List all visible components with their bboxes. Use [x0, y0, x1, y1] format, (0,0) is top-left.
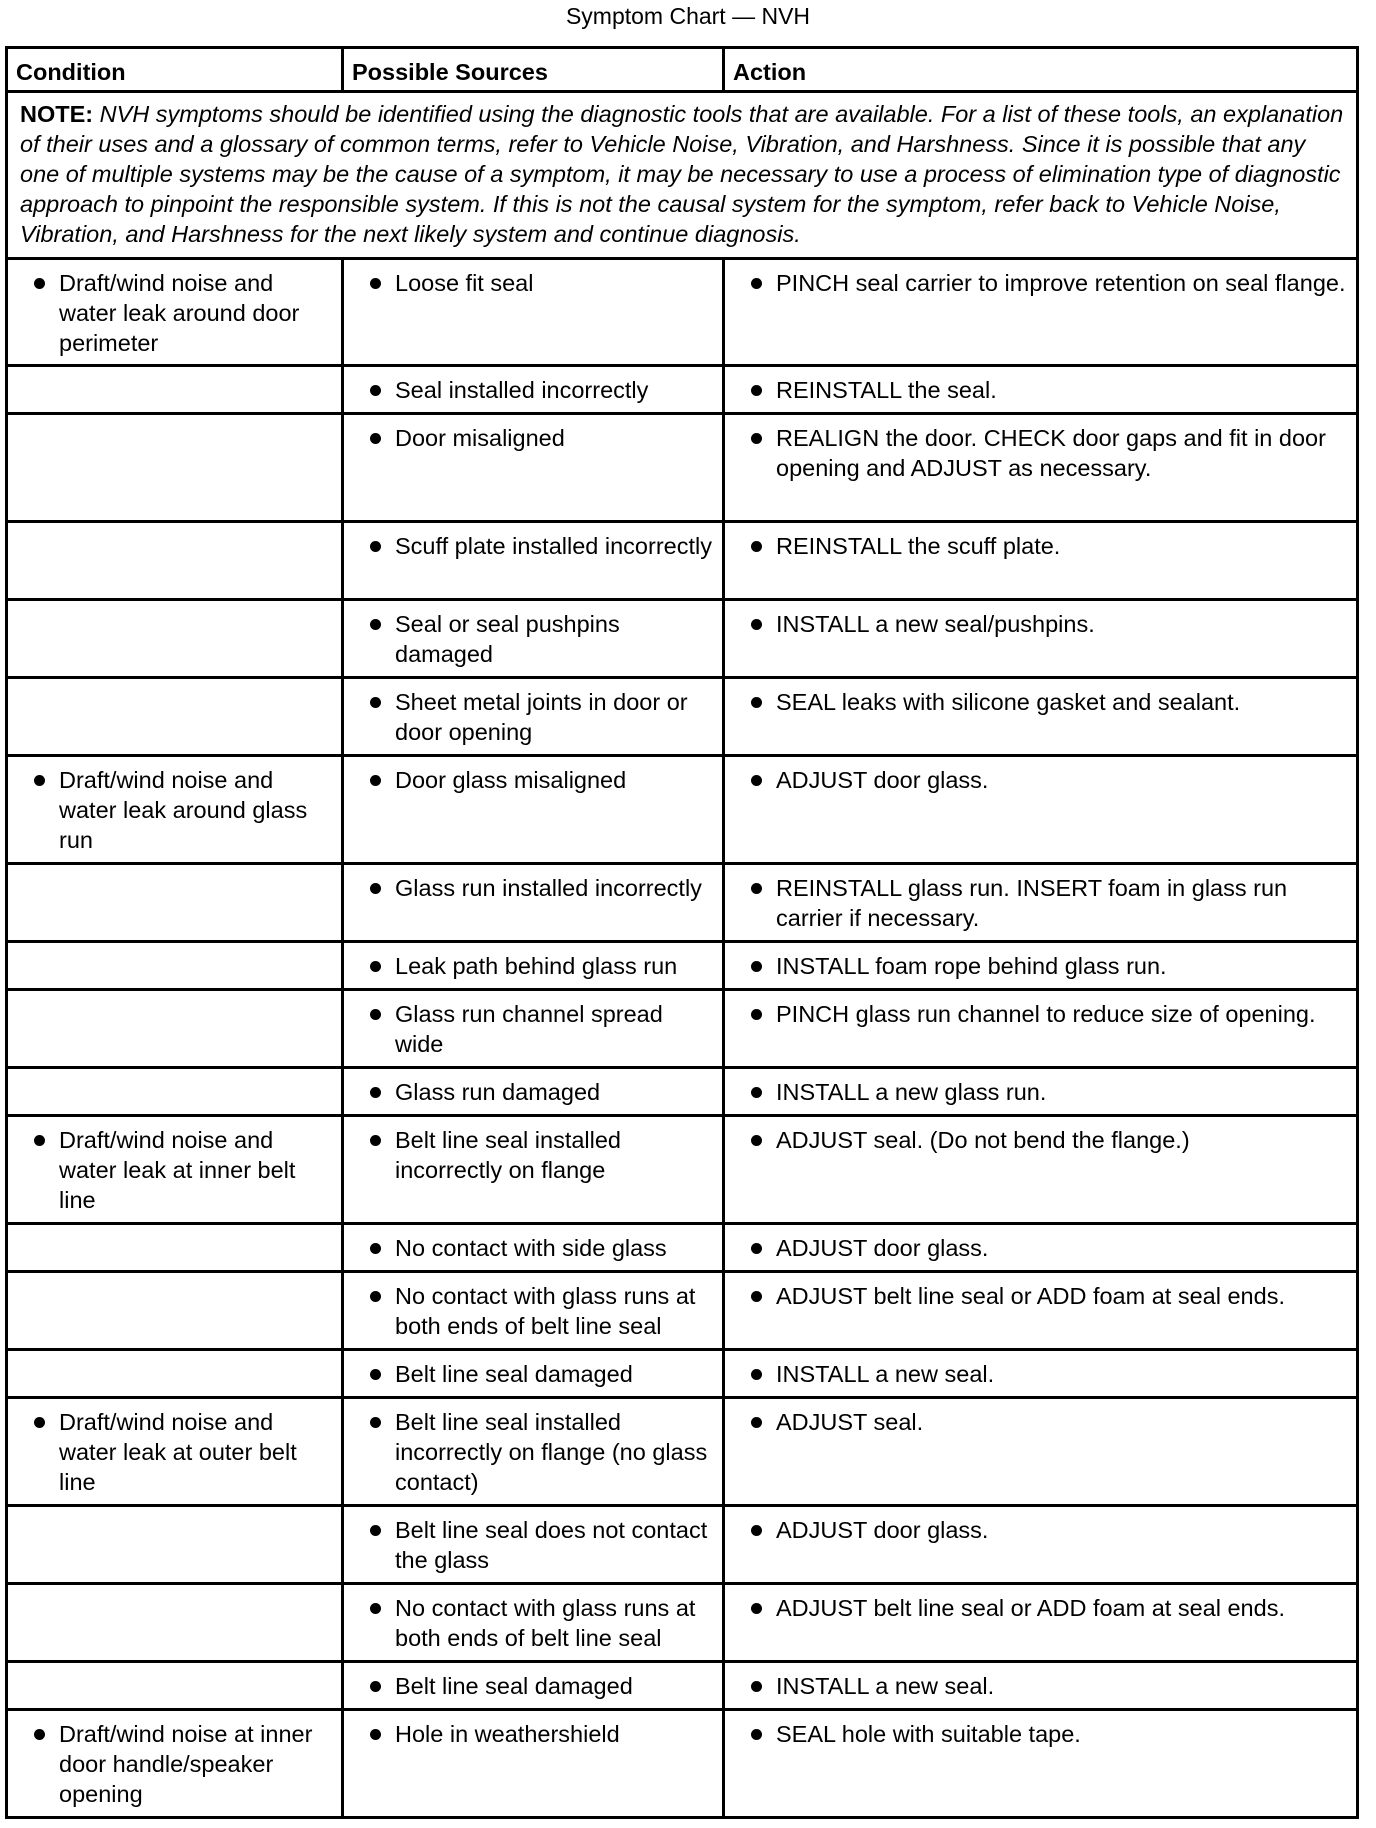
condition-text: Draft/wind noise and water leak at inner belt line	[59, 1127, 296, 1213]
bullet-icon	[34, 1417, 45, 1428]
source-cell	[343, 1116, 724, 1224]
action-text: INSTALL a new seal.	[776, 1673, 995, 1699]
bullet-icon	[751, 1681, 762, 1692]
bullet-icon	[370, 1291, 381, 1302]
action-cell	[724, 942, 1358, 990]
action-text: REINSTALL glass run. INSERT foam in glass run carrier if necessary.	[776, 875, 1288, 931]
source-cell	[343, 1506, 724, 1584]
action-cell	[724, 1224, 1358, 1272]
note-cell	[7, 92, 1358, 259]
source-text: No contact with side glass	[395, 1235, 667, 1261]
source-cell	[343, 414, 724, 522]
table-row	[7, 1116, 1358, 1224]
source-text: Loose fit seal	[395, 270, 534, 296]
header-row	[7, 48, 1358, 92]
bullet-icon	[34, 1729, 45, 1740]
bullet-icon	[751, 775, 762, 786]
bullet-icon	[370, 1681, 381, 1692]
bullet-icon	[370, 1243, 381, 1254]
table-row	[7, 366, 1358, 414]
source-cell	[343, 942, 724, 990]
source-text: Seal or seal pushpins damaged	[395, 611, 620, 667]
condition-cell	[7, 1272, 343, 1350]
action-cell	[724, 678, 1358, 756]
table-row	[7, 1272, 1358, 1350]
source-cell	[343, 1272, 724, 1350]
condition-cell	[7, 1398, 343, 1506]
bullet-icon	[751, 433, 762, 444]
source-text: Hole in weathershield	[395, 1721, 620, 1747]
source-cell	[343, 1584, 724, 1662]
condition-text: Draft/wind noise at inner door handle/speaker opening	[59, 1721, 313, 1807]
bullet-icon	[370, 433, 381, 444]
bullet-icon	[751, 1369, 762, 1380]
action-text: ADJUST seal.	[776, 1409, 924, 1435]
bullet-icon	[751, 883, 762, 894]
bullet-icon	[370, 1087, 381, 1098]
action-cell	[724, 414, 1358, 522]
action-text: SEAL hole with suitable tape.	[776, 1721, 1081, 1747]
table-row	[7, 1068, 1358, 1116]
bullet-icon	[751, 1603, 762, 1614]
condition-cell	[7, 1224, 343, 1272]
action-cell	[724, 1506, 1358, 1584]
bullet-icon	[751, 1291, 762, 1302]
action-text: ADJUST door glass.	[776, 1517, 989, 1543]
table-row	[7, 1350, 1358, 1398]
action-cell	[724, 366, 1358, 414]
action-text: ADJUST door glass.	[776, 1235, 989, 1261]
source-text: No contact with glass runs at both ends of belt line seal	[395, 1283, 696, 1339]
action-text: REALIGN the door. CHECK door gaps and fit in door opening and ADJUST as necessary.	[776, 425, 1326, 481]
bullet-icon	[370, 619, 381, 630]
action-text: INSTALL foam rope behind glass run.	[776, 953, 1167, 979]
action-cell	[724, 600, 1358, 678]
bullet-icon	[370, 961, 381, 972]
action-text: SEAL leaks with silicone gasket and sealant.	[776, 689, 1241, 715]
action-cell	[724, 259, 1358, 366]
table-row	[7, 414, 1358, 522]
condition-cell	[7, 1350, 343, 1398]
source-cell	[343, 600, 724, 678]
bullet-icon	[370, 1525, 381, 1536]
condition-cell	[7, 1584, 343, 1662]
header-possible-sources: Possible Sources	[343, 48, 724, 92]
bullet-icon	[751, 385, 762, 396]
bullet-icon	[370, 697, 381, 708]
bullet-icon	[751, 1729, 762, 1740]
page-title: Symptom Chart — NVH	[565, 3, 811, 29]
source-text: Belt line seal does not contact the glass	[395, 1517, 708, 1573]
action-cell	[724, 522, 1358, 600]
source-text: Door glass misaligned	[395, 767, 627, 793]
condition-text: Draft/wind noise and water leak around glass run	[59, 767, 308, 853]
bullet-icon	[370, 883, 381, 894]
table-row	[7, 942, 1358, 990]
bullet-icon	[34, 278, 45, 289]
source-cell	[343, 522, 724, 600]
condition-cell	[7, 942, 343, 990]
condition-cell	[7, 366, 343, 414]
source-text: Scuff plate installed incorrectly	[395, 533, 712, 559]
action-cell	[724, 1272, 1358, 1350]
action-cell	[724, 756, 1358, 864]
bullet-icon	[751, 278, 762, 289]
condition-cell	[7, 414, 343, 522]
condition-cell	[7, 1710, 343, 1818]
condition-cell	[7, 1506, 343, 1584]
bullet-icon	[34, 775, 45, 786]
condition-cell	[7, 756, 343, 864]
source-cell	[343, 1224, 724, 1272]
bullet-icon	[370, 541, 381, 552]
bullet-icon	[751, 1087, 762, 1098]
bullet-icon	[370, 775, 381, 786]
source-text: Glass run damaged	[395, 1079, 601, 1105]
condition-cell	[7, 522, 343, 600]
action-text: REINSTALL the scuff plate.	[776, 533, 1061, 559]
source-cell	[343, 1398, 724, 1506]
source-text: Belt line seal installed incorrectly on flange (no glass contact)	[395, 1409, 708, 1495]
condition-cell	[7, 1068, 343, 1116]
condition-text: Draft/wind noise and water leak around door perimeter	[59, 270, 300, 356]
action-cell	[724, 1350, 1358, 1398]
source-text: Sheet metal joints in door or door opening	[395, 689, 688, 745]
action-text: INSTALL a new glass run.	[776, 1079, 1047, 1105]
source-cell	[343, 259, 724, 366]
source-cell	[343, 366, 724, 414]
table-row	[7, 1710, 1358, 1818]
bullet-icon	[370, 278, 381, 289]
table-row	[7, 600, 1358, 678]
source-cell	[343, 864, 724, 942]
condition-cell	[7, 1116, 343, 1224]
table-row	[7, 522, 1358, 600]
condition-cell	[7, 990, 343, 1068]
action-text: ADJUST belt line seal or ADD foam at seal ends.	[776, 1283, 1285, 1309]
table-row	[7, 756, 1358, 864]
source-cell	[343, 990, 724, 1068]
bullet-icon	[751, 1525, 762, 1536]
source-cell	[343, 756, 724, 864]
action-text: REINSTALL the seal.	[776, 377, 997, 403]
header-action: Action	[724, 48, 1358, 92]
source-cell	[343, 678, 724, 756]
condition-cell	[7, 864, 343, 942]
table-row	[7, 864, 1358, 942]
action-cell	[724, 1662, 1358, 1710]
bullet-icon	[751, 961, 762, 972]
condition-text: Draft/wind noise and water leak at outer belt line	[59, 1409, 297, 1495]
table-row	[7, 678, 1358, 756]
bullet-icon	[751, 1243, 762, 1254]
symptom-chart-table	[5, 46, 1359, 1819]
bullet-icon	[370, 1009, 381, 1020]
bullet-icon	[34, 1135, 45, 1146]
action-text: PINCH glass run channel to reduce size of opening.	[776, 1001, 1316, 1027]
action-text: INSTALL a new seal/pushpins.	[776, 611, 1095, 637]
bullet-icon	[370, 1135, 381, 1146]
note-text: NVH symptoms should be identified using the diagnostic tools that are available. For a list of these tools, an explanation of their uses and a glossary of common terms, refer to Vehicle Noise, Vibration, and Harshness. Since it is possible that any one of multiple systems may be the cause of a symptom, it may be necessary to use a process of elimination type of diagnostic approach to pinpoint the responsible system. If this is not the causal system for the symptom, refer back to Vehicle Noise, Vibration, and Harshness for the next likely system and continue diagnosis.	[20, 101, 1344, 247]
condition-cell	[7, 259, 343, 366]
bullet-icon	[751, 1009, 762, 1020]
bullet-icon	[370, 1369, 381, 1380]
table-row	[7, 1506, 1358, 1584]
header-condition: Condition	[7, 48, 343, 92]
bullet-icon	[370, 1729, 381, 1740]
note-label: NOTE:	[20, 101, 94, 127]
table-row	[7, 1584, 1358, 1662]
source-text: Belt line seal damaged	[395, 1361, 633, 1387]
source-text: No contact with glass runs at both ends of belt line seal	[395, 1595, 696, 1651]
bullet-icon	[751, 1417, 762, 1428]
action-text: ADJUST belt line seal or ADD foam at seal ends.	[776, 1595, 1285, 1621]
action-cell	[724, 1116, 1358, 1224]
source-text: Glass run channel spread wide	[395, 1001, 663, 1057]
note-row	[7, 92, 1358, 259]
source-text: Leak path behind glass run	[395, 953, 678, 979]
bullet-icon	[751, 697, 762, 708]
source-text: Glass run installed incorrectly	[395, 875, 702, 901]
action-text: ADJUST seal. (Do not bend the flange.)	[776, 1127, 1190, 1153]
table-row	[7, 259, 1358, 366]
bullet-icon	[370, 385, 381, 396]
action-text: ADJUST door glass.	[776, 767, 989, 793]
bullet-icon	[370, 1603, 381, 1614]
bullet-icon	[370, 1417, 381, 1428]
action-cell	[724, 1068, 1358, 1116]
source-text: Belt line seal installed incorrectly on flange	[395, 1127, 621, 1183]
condition-cell	[7, 678, 343, 756]
source-cell	[343, 1068, 724, 1116]
source-text: Seal installed incorrectly	[395, 377, 649, 403]
source-cell	[343, 1662, 724, 1710]
action-cell	[724, 1398, 1358, 1506]
condition-cell	[7, 1662, 343, 1710]
action-cell	[724, 1584, 1358, 1662]
bullet-icon	[751, 619, 762, 630]
source-text: Belt line seal damaged	[395, 1673, 633, 1699]
action-cell	[724, 864, 1358, 942]
table-row	[7, 1224, 1358, 1272]
source-cell	[343, 1350, 724, 1398]
bullet-icon	[751, 541, 762, 552]
table-row	[7, 990, 1358, 1068]
action-cell	[724, 1710, 1358, 1818]
action-text: INSTALL a new seal.	[776, 1361, 995, 1387]
condition-cell	[7, 600, 343, 678]
action-text: PINCH seal carrier to improve retention on seal flange.	[776, 270, 1346, 296]
table-row	[7, 1662, 1358, 1710]
table-row	[7, 1398, 1358, 1506]
source-text: Door misaligned	[395, 425, 565, 451]
bullet-icon	[751, 1135, 762, 1146]
source-cell	[343, 1710, 724, 1818]
action-cell	[724, 990, 1358, 1068]
